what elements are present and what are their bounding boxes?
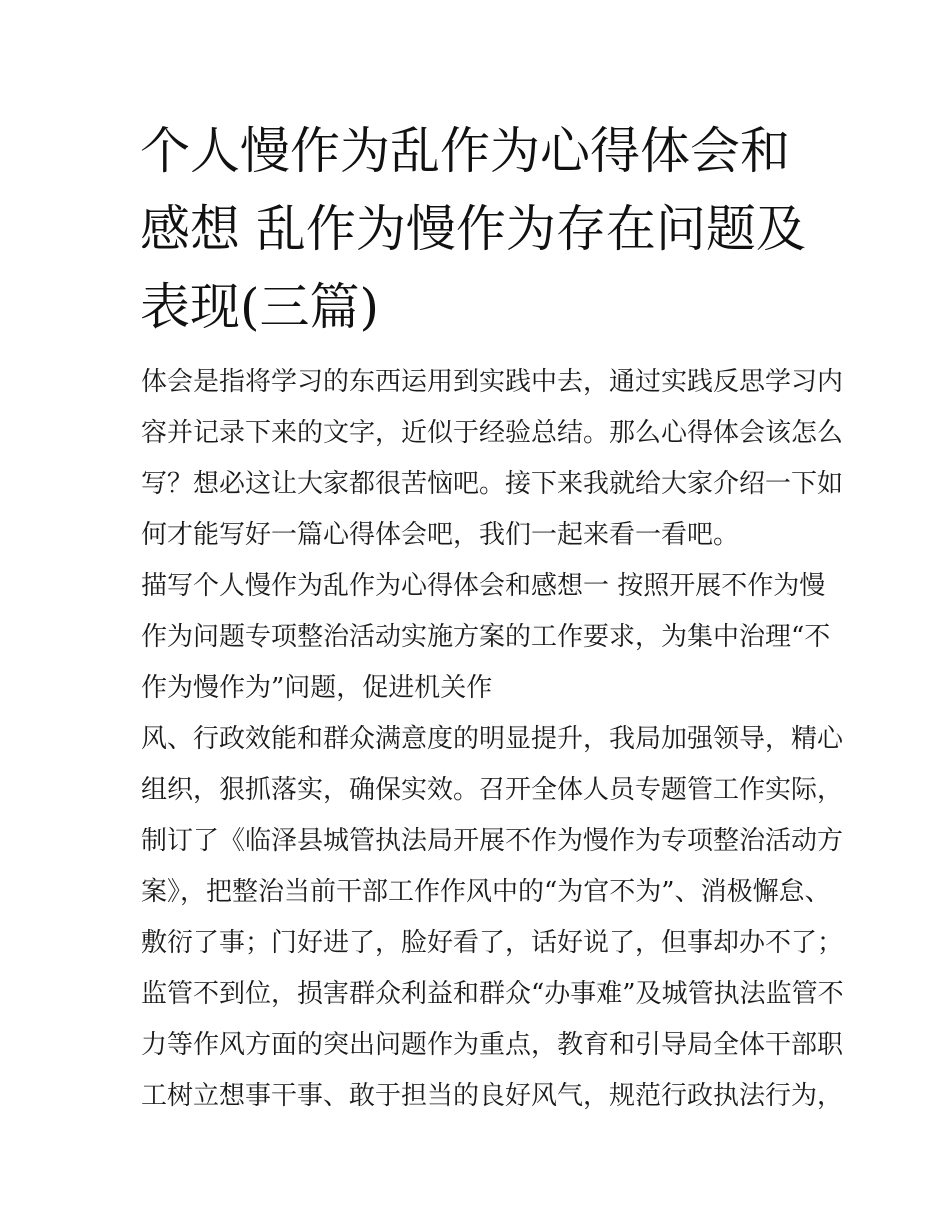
body-line: 作为慢作为”问题，促进机关作 xyxy=(141,673,493,703)
body-line: 力等作风方面的突出问题作为重点，教育和引导局全体干部职 xyxy=(141,1030,844,1060)
title-line-3: 表现(三篇) xyxy=(140,278,380,336)
body-line: 体会是指将学习的东西运用到实践中去，通过实践反思学习内 xyxy=(141,367,844,397)
document-title xyxy=(140,112,840,346)
body-line: 组织，狠抓落实，确保实效。召开全体人员专题管工作实际， xyxy=(141,775,844,805)
title-line-1: 个人慢作为乱作为心得体会和 xyxy=(140,122,790,180)
body-line: 作为问题专项整治活动实施方案的工作要求，为集中治理“不 xyxy=(141,622,831,652)
body-line: 工树立想事干事、敢于担当的良好风气，规范行政执法行为， xyxy=(141,1081,844,1111)
body-line: 监管不到位，损害群众利益和群众“办事难”及城管执法监管不 xyxy=(141,979,844,1009)
body-line: 风、行政效能和群众满意度的明显提升，我局加强领导，精心 xyxy=(141,724,844,754)
body-line: 制订了《临泽县城管执法局开展不作为慢作为专项整治活动方 xyxy=(141,826,844,856)
body-line: 案》，把整治当前干部工作作风中的“为官不为”、消极懈怠、 xyxy=(141,877,831,907)
document-body xyxy=(141,357,844,1122)
body-line: 敷衍了事；门好进了，脸好看了，话好说了，但事却办不了； xyxy=(141,928,844,958)
body-line: 写？想必这让大家都很苦恼吧。接下来我就给大家介绍一下如 xyxy=(141,469,844,499)
body-line: 何才能写好一篇心得体会吧，我们一起来看一看吧。 xyxy=(141,520,740,550)
body-line: 容并记录下来的文字，近似于经验总结。那么心得体会该怎么 xyxy=(141,418,844,448)
title-line-2: 感想 乱作为慢作为存在问题及 xyxy=(140,200,806,258)
body-line: 描写个人慢作为乱作为心得体会和感想一 按照开展不作为慢 xyxy=(141,571,826,601)
